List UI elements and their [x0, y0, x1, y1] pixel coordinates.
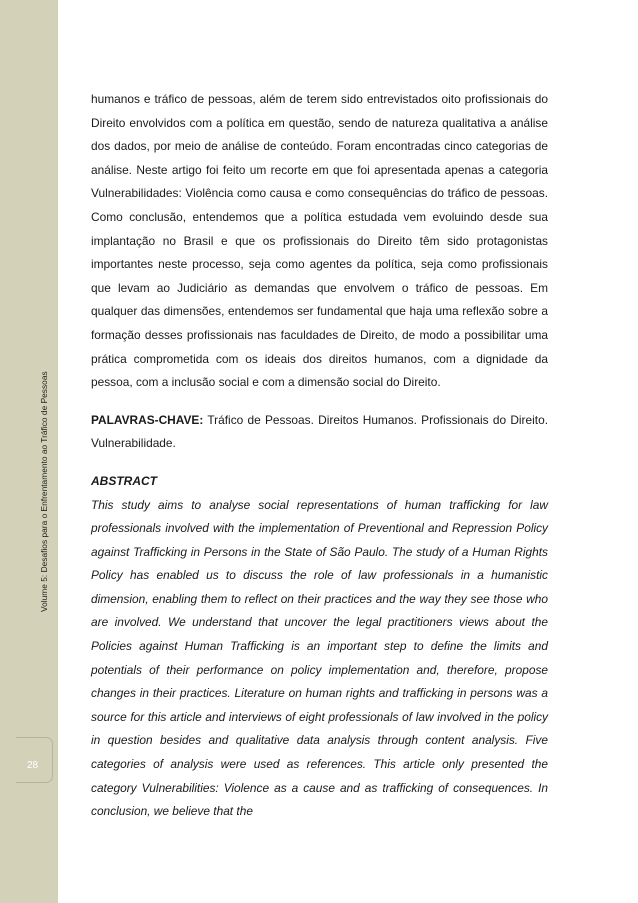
page-body — [91, 88, 548, 824]
abstract-heading: ABSTRACT — [91, 473, 157, 488]
running-title: Volume 5: Desafios para o Enfrentamento ao Tráfico de Pessoas — [39, 371, 49, 612]
page-number: 28 — [27, 760, 39, 771]
keywords-text: Tráfico de Pessoas. Direitos Humanos. Profissionais do Direito. Vulnerabilidade. — [91, 412, 548, 451]
abstract-text: This study aims to analyse social representations of human trafficking for law professionals involved with the implementation of Preventional and Repression Policy against Trafficking in Persons in the State of São Paulo. The study of a Human Rights Policy has enabled us to discuss the role of law professionals in a humanistic dimension, enabling them to reflect on their practices and the way they see those who are involved. We understand that uncover the legal practitioners views about the Policies against Human Trafficking is an important step to define the limits and potentials of their performance on policy implementation and, therefore, propose changes in their practices. Literature on human rights and trafficking in persons was a source for this article and interviews of eight professionals of law involved in the policy in question besides and qualitative data analysis through content analysis. Five categories of analysis were used as references. This article only presented the category Vulnerabilities: Violence as a cause and as trafficking of consequences. In conclusion, we believe that the — [91, 497, 548, 819]
keywords-paragraph — [91, 409, 548, 456]
resumo-continuation: humanos e tráfico de pessoas, além de terem sido entrevistados oito profissionais do Direito envolvidos com a política em questão, sendo de natureza qualitativa a análise dos dados, por meio de análise de conteúdo. Foram encontradas cinco categorias de análise. Neste artigo foi feito um recorte em que foi apresentada apenas a categoria Vulnerabilidades: Violência como causa e como consequências do tráfico de pessoas. Como conclusão, entendemos que a política estudada vem evoluindo desde sua implantação no Brasil e que os profissionais do Direito têm sido protagonistas importantes neste processo, seja como agentes da política, seja como profissionais que levam ao Judiciário as demandas que envolvem o tráfico de pessoas. Em qualquer das dimensões, entendemos ser fundamental que haja uma reflexão sobre a formação desses profissionais nas faculdades de Direito, de modo a possibilitar uma prática comprometida com os ideais dos direitos humanos, com a dignidade da pessoa, com a inclusão social e com a dimensão social do Direito. — [91, 92, 548, 390]
keywords-label: PALAVRAS-CHAVE: — [91, 412, 204, 427]
